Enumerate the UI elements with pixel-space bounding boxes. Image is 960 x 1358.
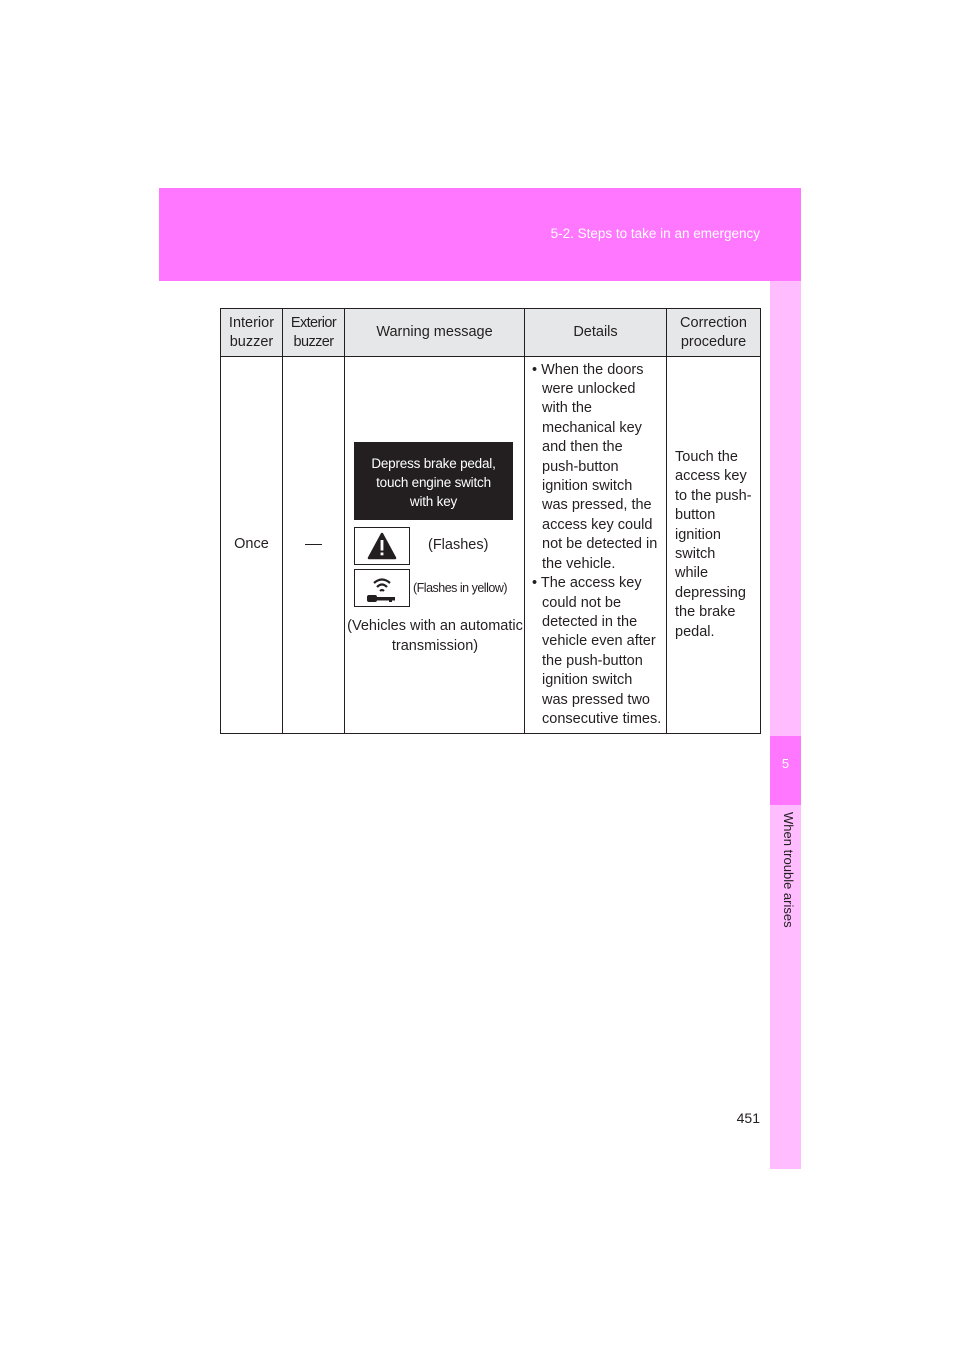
indicator-flashes-yellow-label: (Flashes in yellow) <box>413 581 508 596</box>
header-band <box>159 188 801 281</box>
chapter-title: When trouble arises <box>781 812 796 928</box>
cell-exterior-buzzer <box>283 357 345 734</box>
warning-table <box>220 308 761 734</box>
cell-correction-procedure: Touch the access key to the push-button ignition switch while depressing the brake pedal. <box>667 357 761 734</box>
details-item: • When the doors were unlocked with the mechanical key and then the push-button ignition switch was pressed, the access key could not be detected in the vehicle. <box>532 361 658 572</box>
indicator-row-warning <box>345 527 525 565</box>
chapter-tab <box>770 736 801 805</box>
warning-display: Depress brake pedal, touch engine switch with key <box>354 442 513 520</box>
cell-warning-message <box>345 357 525 734</box>
indicator-flashes-label: (Flashes) <box>428 537 489 554</box>
transmission-note: (Vehicles with an automatic transmission) <box>347 618 523 654</box>
indicator-row-key <box>345 569 525 607</box>
dash-none <box>305 544 322 545</box>
chapter-number: 5 <box>781 756 790 771</box>
header-warning-message: Warning message <box>345 309 525 357</box>
smart-key-icon <box>354 569 410 607</box>
details-item: • The access key could not be detected in the vehicle even after the push-button ignition switch was pressed two consecutive times. <box>532 575 662 727</box>
table-row <box>221 357 761 734</box>
cell-details <box>525 357 667 734</box>
cell-interior-buzzer: Once <box>221 357 283 734</box>
header-exterior-buzzer: Exterior buzzer <box>283 309 345 357</box>
page-number: 451 <box>736 1110 760 1126</box>
table-header-row <box>221 309 761 357</box>
header-details: Details <box>525 309 667 357</box>
warning-triangle-icon <box>354 527 410 565</box>
side-tab-strip <box>770 281 801 1169</box>
section-title: 5-2. Steps to take in an emergency <box>550 226 760 241</box>
header-correction-procedure: Correction procedure <box>667 309 761 357</box>
header-interior-buzzer: Interior buzzer <box>221 309 283 357</box>
